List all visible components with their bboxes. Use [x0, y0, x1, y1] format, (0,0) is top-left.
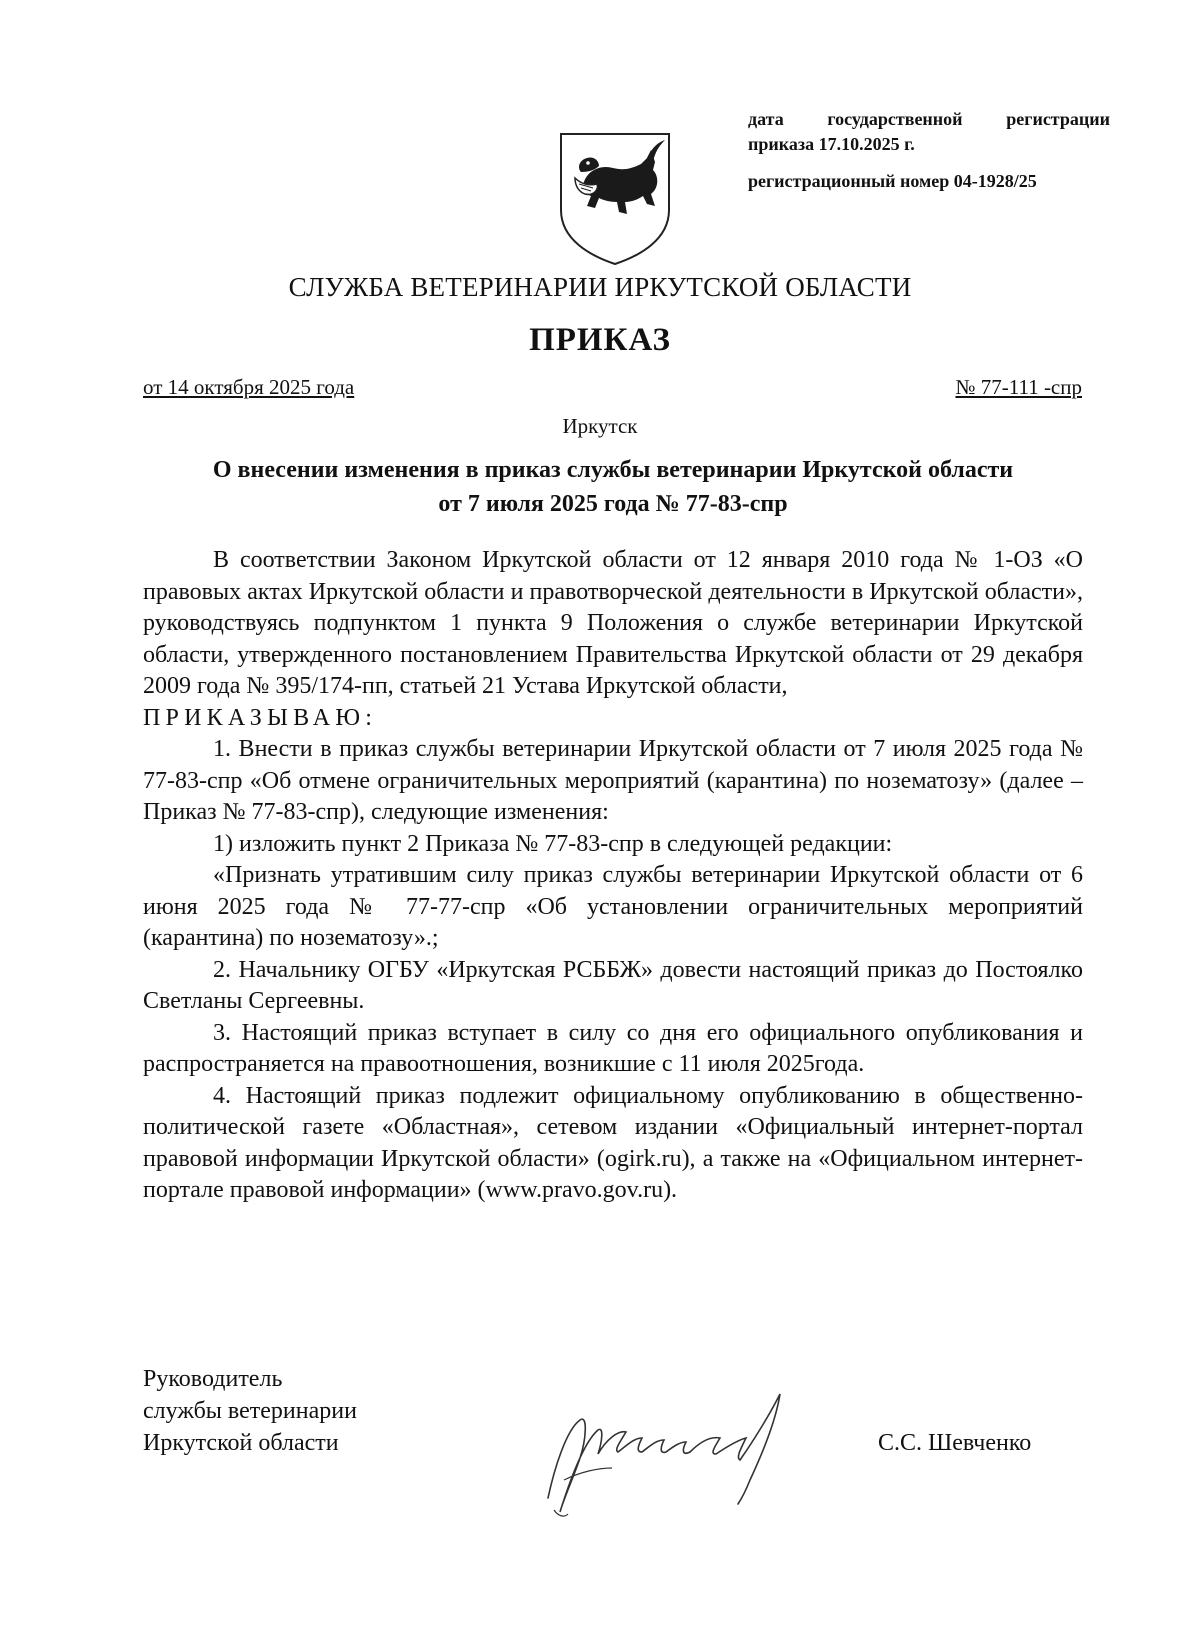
item-4-paragraph: 4. Настоящий приказ подлежит официальному опубликованию в общественно-политической газете «Областная», сетевом издании «Официальный интернет-портал правовой информации Иркутской области» (ogirk.ru), а также на «Официальном интернет-портале правовой информации» (www.pravo.gov.ru).: [143, 1082, 1083, 1203]
handwritten-signature: [540, 1380, 810, 1525]
registration-line-1: дата государственной регистрации: [748, 109, 1110, 129]
item-1-subpoint: 1) изложить пункт 2 Приказа № 77-83-спр в следующей редакции:: [213, 830, 893, 857]
subject-line-1: О внесении изменения в приказ службы ветеринарии Иркутской области: [212, 457, 1014, 483]
registration-number: регистрационный номер 04-1928/25: [748, 171, 1037, 191]
document-date: от 14 октября 2025 года: [143, 375, 355, 399]
order-word: ПРИКАЗЫВАЮ:: [143, 704, 378, 731]
subject-line-2: от 7 июля 2025 года № 77-83-спр: [438, 491, 788, 517]
document-number: № 77-111 -спр: [955, 375, 1082, 399]
document-type: ПРИКАЗ: [529, 322, 671, 358]
item-1-quote: «Признать утратившим силу приказ службы ветеринарии Иркутской области от 6 июня 2025 года № 77-77-спр «Об установлении ограничительных мероприятий (карантина) по нозематозу».;: [143, 862, 1083, 951]
document-city: Иркутск: [562, 414, 638, 438]
signatory-position: [143, 1363, 357, 1459]
registration-line-2: приказа 17.10.2025 г.: [748, 134, 915, 154]
signatory-position-line-1: Руководитель: [143, 1366, 283, 1392]
item-1-paragraph: 1. Внести в приказ службы ветеринарии Иркутской области от 7 июля 2025 года № 77-83-спр «Об отмене ограничительных мероприятий (карантина) по нозематозу» (далее – Приказ № 77-83-спр), следующие изменения:: [143, 736, 1083, 825]
item-3-paragraph: 3. Настоящий приказ вступает в силу со дня его официального опубликования и распространяется на правоотношения, возникшие с 11 июля 2025года.: [143, 1019, 1083, 1077]
document-body: [143, 545, 1083, 1207]
signatory-position-line-2: службы ветеринарии: [143, 1398, 357, 1424]
document-subject: [143, 453, 1083, 521]
preamble-paragraph: В соответствии Законом Иркутской области от 12 января 2010 года № 1-ОЗ «О правовых актах Иркутской области и правотворческой деятельности в Иркутской области», руководствуясь подпунктом 1 пункта 9 Положения о службе ветеринарии Иркутской области, утвержденного постановлением Правительства Иркутской области от 29 декабря 2009 года № 395/174-пп, статьей 21 Устава Иркутской области,: [143, 547, 1083, 699]
signatory-name: С.С. Шевченко: [878, 1430, 1032, 1456]
organization-name: СЛУЖБА ВЕТЕРИНАРИИ ИРКУТСКОЙ ОБЛАСТИ: [288, 272, 912, 302]
irkutsk-coat-of-arms-icon: [555, 128, 675, 268]
signatory-position-line-3: Иркутской области: [143, 1430, 339, 1456]
registration-stamp: [748, 107, 1110, 194]
item-2-paragraph: 2. Начальнику ОГБУ «Иркутская РСББЖ» довести настоящий приказ до Постоялко Светланы Сергеевны.: [143, 956, 1083, 1014]
